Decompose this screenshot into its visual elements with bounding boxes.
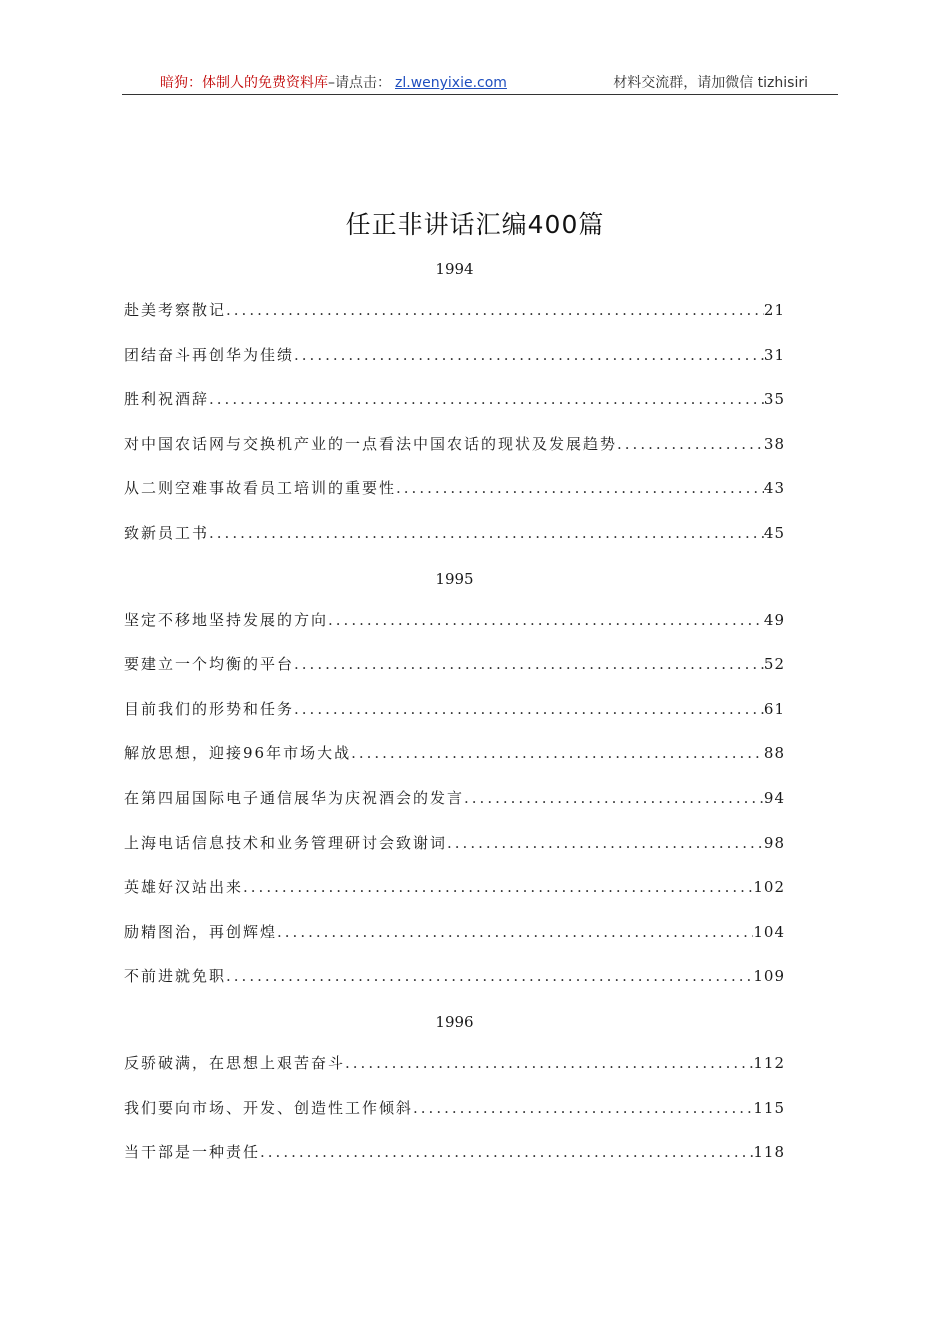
toc-entry[interactable] bbox=[124, 687, 785, 732]
toc-entry-page: 35 bbox=[763, 390, 785, 409]
section-year: 1995 bbox=[435, 569, 474, 588]
header-left bbox=[160, 72, 507, 92]
section-year: 1994 bbox=[435, 260, 474, 278]
toc-entry[interactable] bbox=[124, 377, 785, 422]
section-year: 1996 bbox=[435, 1012, 474, 1031]
toc-leader-dots bbox=[277, 910, 753, 955]
toc-entry-page: 43 bbox=[763, 479, 785, 498]
toc-entry-page: 45 bbox=[763, 523, 785, 542]
toc-leader-dots bbox=[209, 377, 764, 422]
toc-entry[interactable] bbox=[124, 333, 785, 378]
toc-leader-dots bbox=[226, 954, 753, 999]
page-header bbox=[122, 70, 838, 95]
toc-leader-dots bbox=[345, 1041, 753, 1086]
toc-entry-page: 61 bbox=[763, 699, 785, 718]
toc-entry-page: 98 bbox=[763, 833, 785, 852]
toc-leader-dots bbox=[351, 731, 764, 776]
toc-entry-page: 94 bbox=[763, 788, 785, 807]
toc-entry-title: 不前进就免职 bbox=[124, 967, 227, 986]
toc-entry-title: 团结奋斗再创华为佳绩 bbox=[124, 345, 295, 364]
toc-entry-page: 104 bbox=[753, 922, 785, 941]
toc-entry[interactable] bbox=[124, 776, 785, 821]
document-title: 任正非讲话汇编400篇 bbox=[345, 210, 605, 239]
toc-entry[interactable] bbox=[124, 1041, 785, 1086]
toc-entry-title: 致新员工书 bbox=[124, 523, 210, 542]
header-brand: 暗狗：体制人的免费资料库 bbox=[160, 75, 328, 91]
toc-entry-title: 英雄好汉站出来 bbox=[124, 878, 244, 897]
toc-entry[interactable] bbox=[124, 821, 785, 866]
toc-entry-title: 励精图治，再创辉煌 bbox=[124, 922, 278, 941]
toc-leader-dots bbox=[396, 466, 764, 511]
toc-entry[interactable] bbox=[124, 1086, 785, 1131]
toc-leader-dots bbox=[413, 1086, 753, 1131]
toc-leader-dots bbox=[209, 511, 764, 556]
toc-leader-dots bbox=[447, 821, 764, 866]
table-of-contents bbox=[124, 258, 785, 1175]
toc-leader-dots bbox=[294, 687, 764, 732]
toc-entry-title: 胜利祝酒辞 bbox=[124, 390, 210, 409]
toc-leader-dots bbox=[226, 288, 764, 333]
toc-entry-page: 118 bbox=[753, 1143, 785, 1162]
toc-entry-page: 38 bbox=[763, 434, 785, 453]
toc-entry-page: 115 bbox=[753, 1098, 785, 1117]
toc-leader-dots bbox=[328, 598, 764, 643]
header-prompt: –请点击： bbox=[328, 75, 391, 91]
toc-entry-title: 坚定不移地坚持发展的方向 bbox=[124, 610, 329, 629]
toc-entry[interactable] bbox=[124, 642, 785, 687]
toc-leader-dots bbox=[243, 865, 753, 910]
toc-leader-dots bbox=[464, 776, 764, 821]
toc-leader-dots bbox=[260, 1130, 753, 1175]
toc-leader-dots bbox=[294, 333, 764, 378]
toc-entry[interactable] bbox=[124, 288, 785, 333]
toc-entry-page: 31 bbox=[763, 345, 785, 364]
toc-entry[interactable] bbox=[124, 598, 785, 643]
toc-entry-page: 109 bbox=[753, 967, 785, 986]
toc-entry-page: 112 bbox=[753, 1053, 785, 1072]
toc-entry-title: 当干部是一种责任 bbox=[124, 1143, 261, 1162]
toc-entry-title: 赴美考察散记 bbox=[124, 301, 227, 319]
toc-leader-dots bbox=[294, 642, 764, 687]
toc-entry-title: 反骄破满，在思想上艰苦奋斗 bbox=[124, 1053, 346, 1072]
toc-entry-page: 49 bbox=[763, 610, 785, 629]
toc-entry-title: 在第四届国际电子通信展华为庆祝酒会的发言 bbox=[124, 788, 465, 807]
toc-entry-page: 52 bbox=[763, 655, 785, 674]
toc-entry-title: 目前我们的形势和任务 bbox=[124, 699, 295, 718]
header-link[interactable]: zl.wenyixie.com bbox=[395, 75, 507, 91]
toc-entry[interactable] bbox=[124, 511, 785, 556]
toc-entry[interactable] bbox=[124, 422, 785, 467]
toc-entry-title: 从二则空难事故看员工培训的重要性 bbox=[124, 479, 397, 498]
toc-entry-page: 102 bbox=[753, 878, 785, 897]
toc-entry[interactable] bbox=[124, 910, 785, 955]
toc-entry-page: 88 bbox=[763, 744, 785, 763]
toc-entry[interactable] bbox=[124, 954, 785, 999]
toc-entry-title: 要建立一个均衡的平台 bbox=[124, 655, 295, 674]
toc-entry-page: 21 bbox=[763, 301, 785, 319]
toc-entry[interactable] bbox=[124, 731, 785, 776]
toc-entry[interactable] bbox=[124, 466, 785, 511]
toc-entry-title: 解放思想，迎接96年市场大战 bbox=[124, 744, 352, 763]
toc-entry-title: 上海电话信息技术和业务管理研讨会致谢词 bbox=[124, 833, 448, 852]
toc-entry[interactable] bbox=[124, 1130, 785, 1175]
toc-entry-title: 我们要向市场、开发、创造性工作倾斜 bbox=[124, 1098, 414, 1117]
toc-leader-dots bbox=[617, 422, 764, 467]
toc-entry-title: 对中国农话网与交换机产业的一点看法中国农话的现状及发展趋势 bbox=[124, 434, 618, 453]
toc-entry[interactable] bbox=[124, 865, 785, 910]
header-wechat: 材料交流群，请加微信 tizhisiri bbox=[613, 75, 808, 91]
